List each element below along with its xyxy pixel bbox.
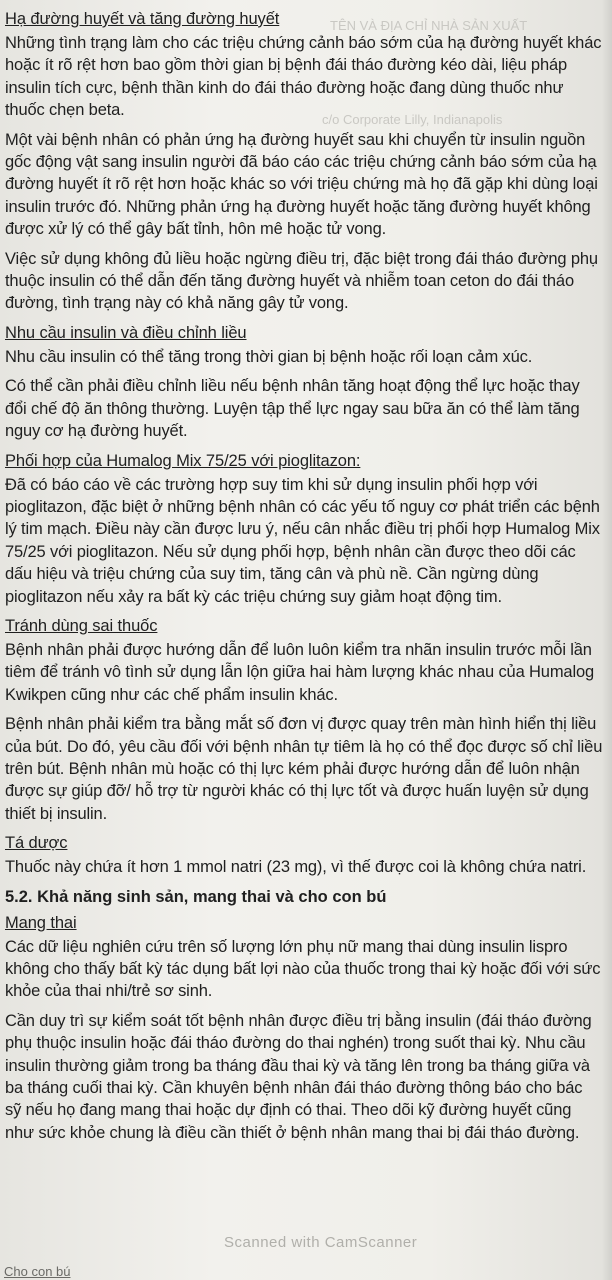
heading-hypoglycemia: Hạ đường huyết và tăng đường huyết [5,10,280,28]
paragraph: Các dữ liệu nghiên cứu trên số lượng lớn phụ nữ mang thai dùng insulin lispro không cho thấy bất kỳ tác dụng bất lợi nào của thuốc trong thai kỳ hoặc đối với sức khỏe của thai nhi/trẻ sơ sinh. [5,937,601,1001]
heading-pioglitazone: Phối hợp của Humalog Mix 75/25 với pioglitazon: [5,451,361,470]
paragraph: Cần duy trì sự kiểm soát tốt bệnh nhân được điều trị bằng insulin (đái tháo đường phụ thuộc insulin hoặc đái tháo đường do thai nghén) trong suốt thai kỳ. Nhu cầu insulin thường giảm trong ba tháng đầu thai kỳ và tăng lên trong ba tháng giữa và ba tháng cuối thai kỳ. Cần khuyên bệnh nhân đái tháo đường thông báo cho bác sỹ nếu họ đang mang thai hoặc dự định có thai. Theo dõi kỹ đường huyết cũng như sức khỏe chung là điều cần thiết ở bệnh nhân mang thai bị đái tháo đường. [5,1011,592,1142]
paragraph: Thuốc này chứa ít hơn 1 mmol natri (23 mg), vì thế được coi là không chứa natri. [5,858,587,877]
heading-medication-errors: Tránh dùng sai thuốc [5,616,158,635]
document-body [5,8,603,1151]
paragraph: Một vài bệnh nhân có phản ứng hạ đường huyết sau khi chuyển từ insulin nguồn gốc động vật sang insulin người đã báo cáo các triệu chứng cảnh báo sớm của hạ đường huyết ít rõ rệt hơn hoặc khác so với triệu chứng mà họ đã gặp khi dùng loại insulin trước đó. Những phản ứng hạ đường huyết hoặc tăng đường huyết không được xử lý có thể gây bất tỉnh, hôn mê hoặc tử vong. [5,130,598,239]
paragraph: Bệnh nhân phải kiểm tra bằng mắt số đơn vị được quay trên màn hình hiển thị liều của bút. Do đó, yêu cầu đối với bệnh nhân tự tiêm là họ có thể đọc được số chỉ liều trên bút. Bệnh nhân mù hoặc có thị lực kém phải được hướng dẫn để luôn nhận được sự giúp đỡ/ hỗ trợ từ người khác có thị lực tốt và được huấn luyện sử dụng thiết bị insulin. [5,715,603,823]
heading-excipients: Tá dược [5,834,68,853]
heading-breastfeeding-cut: Cho con bú [4,1264,71,1279]
paragraph: Nhu cầu insulin có thể tăng trong thời gian bị bệnh hoặc rối loạn cảm xúc. [5,347,533,366]
paragraph: Những tình trạng làm cho các triệu chứng cảnh báo sớm của hạ đường huyết khác hoặc ít rõ rệt hơn bao gồm thời gian bị bệnh đái tháo đường kéo dài, liệu pháp insulin tích cực, bệnh thần kinh do đái tháo đường hoặc đang dùng thuốc như thuốc chẹn beta. [5,34,602,120]
heading-pregnancy: Mang thai [5,913,77,932]
bleed-through-line-1: TÊN VÀ ĐỊA CHỈ NHÀ SẢN XUẤT [330,18,528,33]
paragraph: Đã có báo cáo về các trường hợp suy tim khi sử dụng insulin phối hợp với pioglitazon, đặc biệt ở những bệnh nhân có các yếu tố nguy cơ phát triển các bệnh lý tim mạch. Điều này cần được lưu ý, nếu cân nhắc điều trị phối hợp Humalog Mix 75/25 với pioglitazon. Nếu sử dụng phối hợp, bệnh nhân cần được theo dõi các dấu hiệu và triệu chứng của suy tim, tăng cân và phù nề. Cần ngừng dùng pioglitazon nếu xảy ra bất kỳ các triệu chứng suy giảm hoạt động tim. [5,475,600,606]
bleed-through-line-2: c/o Corporate Lilly, Indianapolis [322,112,503,127]
page-edge-shadow [602,0,612,1280]
heading-insulin-requirements: Nhu cầu insulin và điều chỉnh liều [5,323,247,342]
camscanner-watermark: Scanned with CamScanner [224,1234,418,1251]
paragraph: Bệnh nhân phải được hướng dẫn để luôn luôn kiểm tra nhãn insulin trước mỗi lần tiêm để tránh vô tình sử dụng lẫn lộn giữa hai hàm lượng khác nhau của Humalog Kwikpen cũng như các chế phẩm insulin khác. [5,640,595,704]
section-title-5-2: 5.2. Khả năng sinh sản, mang thai và cho con bú [5,887,387,906]
paragraph: Việc sử dụng không đủ liều hoặc ngừng điều trị, đặc biệt trong đái tháo đường phụ thuộc insulin có thể dẫn đến tăng đường huyết và nhiễm toan ceton do đái tháo đường, tình trạng này có khả năng gây tử vong. [5,249,598,313]
paragraph: Có thể cần phải điều chỉnh liều nếu bệnh nhân tăng hoạt động thể lực hoặc thay đổi chế độ ăn thông thường. Luyện tập thể lực ngay sau bữa ăn có thể làm tăng nguy cơ hạ đường huyết. [5,377,580,441]
